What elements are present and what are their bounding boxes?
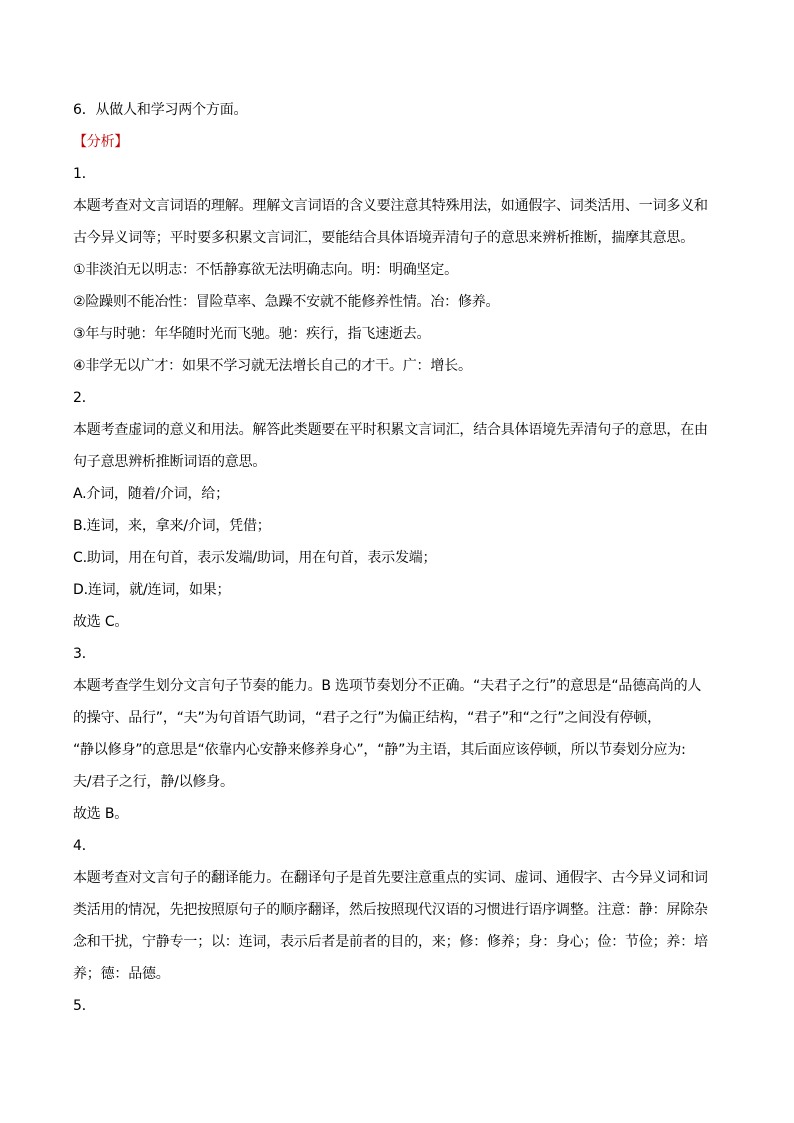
paragraph-line: ④非学无以广才：如果不学习就无法增长自己的才干。广：增长。 (73, 358, 472, 374)
item-3-number: 3． (73, 646, 96, 662)
option-a-line: A.介词，随着/介词，给； (73, 486, 229, 502)
answer-6-line: 6．从做人和学习两个方面。 (73, 102, 248, 118)
analysis-heading: 【分析】 (73, 134, 129, 150)
paragraph-line: 的操守、品行”，“夫”为句首语气助词，“君子之行”为偏正结构，“君子”和“之行”之间没有停顿， (73, 710, 661, 726)
paragraph-line: 念和干扰，宁静专一；以：连词，表示后者是前者的目的，来；修：修养；身：身心；俭：节俭；养：培 (73, 934, 708, 950)
answer-line: 故选 B。 (73, 806, 129, 822)
paragraph-line: 类活用的情况，先把按照原句子的顺序翻译，然后按照现代汉语的习惯进行语序调整。注意：静：屏除杂 (73, 902, 708, 918)
paragraph-line: 夫/君子之行，静/以修身。 (73, 774, 234, 790)
paragraph-line: 句子意思辨析推断词语的意思。 (73, 454, 267, 470)
paragraph-line: ②险躁则不能冶性：冒险草率、急躁不安就不能修养性情。冶：修养。 (73, 294, 500, 310)
paragraph-line: 本题考查对文言词语的理解。理解文言词语的含义要注意其特殊用法，如通假字、词类活用、一词多义和 (73, 198, 708, 214)
option-d-line: D.连词，就/连词，如果； (73, 582, 231, 598)
option-b-line: B.连词，来，拿来/介词，凭借； (73, 518, 271, 534)
paragraph-line: 养；德：品德。 (73, 966, 170, 982)
option-c-line: C.助词，用在句首，表示发端/助词，用在句首，表示发端； (73, 550, 437, 566)
item-2-number: 2． (73, 390, 96, 406)
paragraph-line: 古今异义词等；平时要多积累文言词汇，要能结合具体语境弄清句子的意思来辨析推断，揣摩其意思。 (73, 230, 694, 246)
answer-line: 故选 C。 (73, 614, 129, 630)
paragraph-line: “静以修身”的意思是“依靠内心安静来修养身心”，“静”为主语，其后面应该停顿，所以节奏划分应为: (73, 742, 686, 758)
paragraph-line: 本题考查虚词的意义和用法。解答此类题要在平时积累文言词汇，结合具体语境先弄清句子的意思，在由 (73, 422, 708, 438)
paragraph-line: ①非淡泊无以明志：不恬静寡欲无法明确志向。明：明确坚定。 (73, 262, 458, 278)
paragraph-line: 本题考查对文言句子的翻译能力。在翻译句子是首先要注意重点的实词、虚词、通假字、古今异义词和词 (73, 870, 708, 886)
item-1-number: 1． (73, 166, 96, 182)
paragraph-line: ③年与时驰：年华随时光而飞驰。驰：疾行，指飞速逝去。 (73, 326, 431, 342)
item-4-number: 4． (73, 838, 96, 854)
item-5-number: 5． (73, 998, 96, 1014)
paragraph-line: 本题考查学生划分文言句子节奏的能力。B 选项节奏划分不正确。“夫君子之行”的意思是“品德高尚的人 (73, 678, 702, 694)
